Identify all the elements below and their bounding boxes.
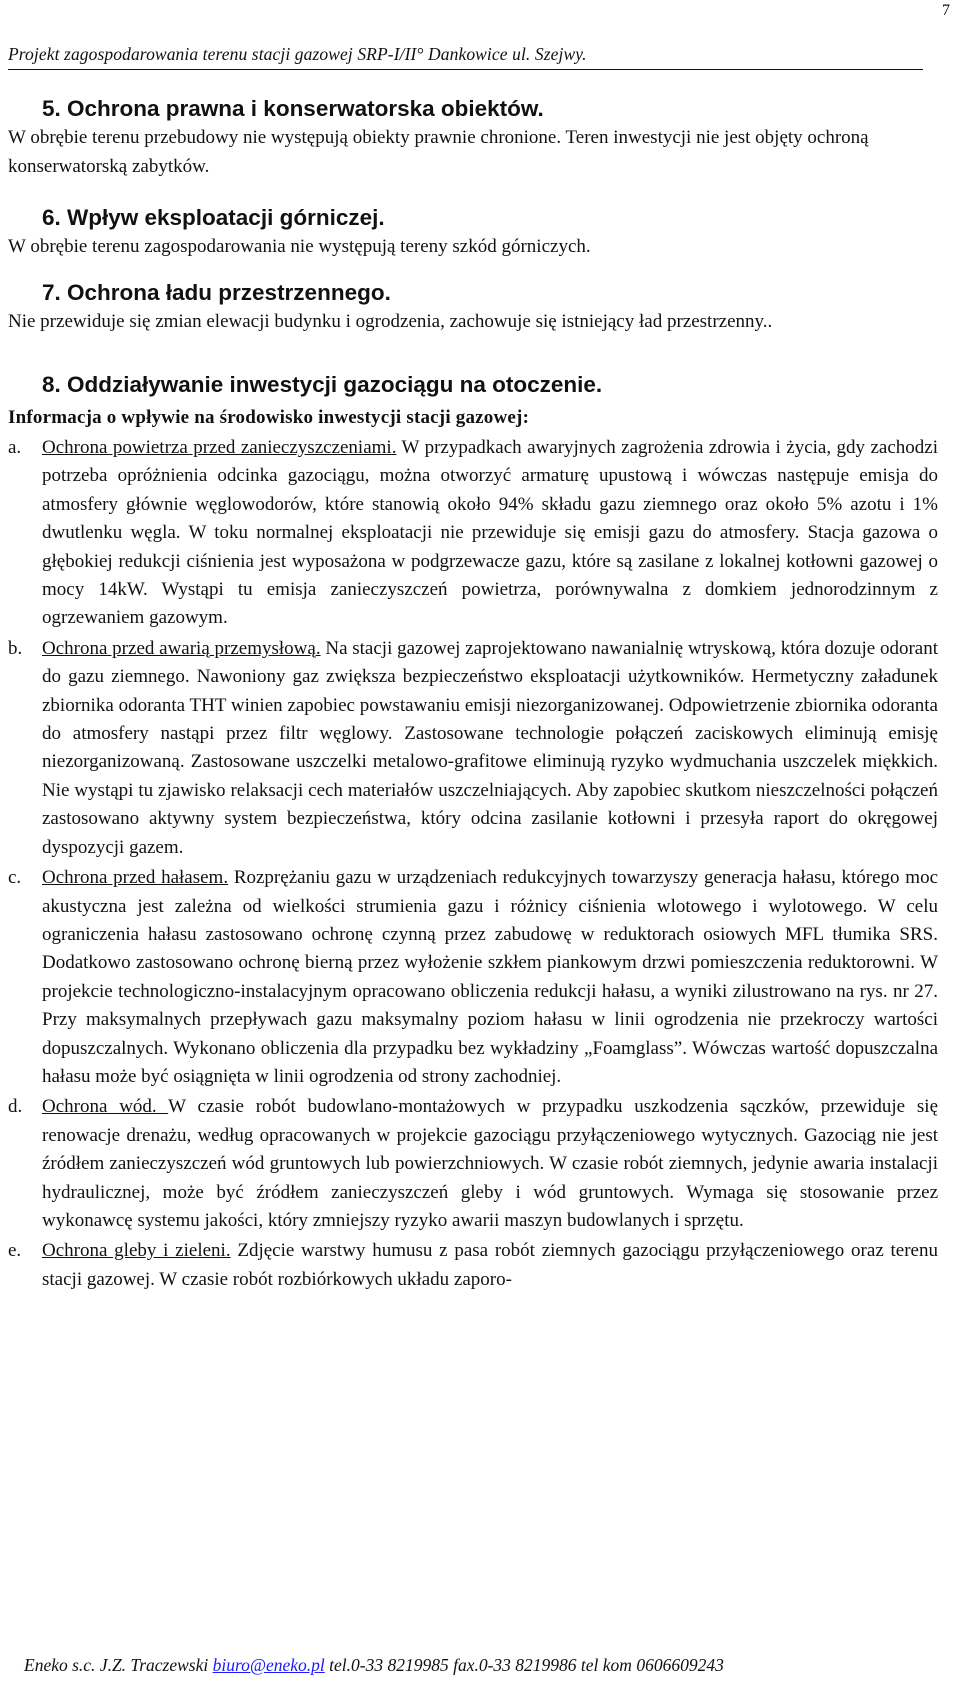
- page-footer: [24, 1655, 944, 1676]
- list-marker: d.: [8, 1096, 23, 1118]
- list-marker: e.: [8, 1240, 22, 1262]
- list-item-b: [8, 635, 950, 862]
- list-item-e: [8, 1237, 950, 1294]
- section-heading-7: 7. Ochrona ładu przestrzennego.: [42, 279, 391, 305]
- footer-company: Eneko s.c. J.Z. Traczewski: [24, 1655, 213, 1675]
- footer-email-link[interactable]: biuro@eneko.pl: [212, 1655, 325, 1675]
- list-item-text: Zdjęcie warstwy humusu z pasa robót ziemnych gazociągu przyłączeniowego oraz terenu stacji gazowej. W czasie robót rozbiórkowych układu zaporo-: [42, 1240, 938, 1290]
- list-item-text: W czasie robót budowlano-montażowych w przypadku uszkodzenia sączków, przewiduje się renowacje drenażu, według opracowanych w projekcie gazociągu przyłączeniowego wytycznych. Gazociąg nie jest źródłem zanieczyszczeń wód gruntowych lub powierzchniowych. W czasie robót ziemnych, jedynie awaria instalacji hydraulicznej, może być źródłem zanieczyszczeń gleby i wód gruntowych. Wymaga się stosowanie przez wykonawcę systemu jakości, który zmniejszy ryzyko awarii maszyn budowlanych i sprzętu.: [42, 1096, 939, 1231]
- document-body: [8, 94, 950, 1294]
- list-item-body: [42, 635, 938, 862]
- list-item-c: [8, 864, 950, 1091]
- section-text-5: W obrębie terenu przebudowy nie występują obiekty prawnie chronione. Teren inwestycji nie jest objęty ochroną konserwatorską zabytków.: [8, 127, 869, 177]
- list-item-body: [42, 1237, 938, 1294]
- section-text-6: W obrębie terenu zagospodarowania nie występują tereny szkód górniczych.: [8, 236, 591, 257]
- section-subheading-8: Informacja o wpływie na środowisko inwestycji stacji gazowej:: [8, 407, 530, 428]
- section-text-7: Nie przewiduje się zmian elewacji budynku i ogrodzenia, zachowuje się istniejący ład przestrzenny..: [8, 310, 773, 332]
- list-item-text: W przypadkach awaryjnych zagrożenia zdrowia i życia, gdy zachodzi potrzeba opróżnienia odcinka gazociągu, można otworzyć armaturę upustową i wówczas następuje emisja do atmosfery głównie węglowodorów, które stanowią około 94% składu gazu ziemnego oraz około 5% azotu i 1% dwutlenku węgla. W toku normalnej eksploatacji nie przewiduje się emisji gazu do atmosfery. Stacja gazowa o głębokiej redukcji ciśnienia jest wyposażona w podgrzewacze gazu, które są zasilane z lokalnej kotłowni gazowej o mocy 14kW. Wystąpi tu emisja zanieczyszczeń powietrza, porównywalna z domkiem jednorodzinnym z ogrzewaniem gazowym.: [42, 437, 938, 629]
- page-number: 7: [942, 2, 950, 19]
- list-item-title: Ochrona wód.: [42, 1096, 169, 1118]
- list-item-title: Ochrona przed awarią przemysłową.: [42, 637, 321, 659]
- section-heading-8: 8. Oddziaływanie inwestycji gazociągu na otoczenie.: [42, 372, 603, 397]
- list-item-d: [8, 1093, 950, 1235]
- section-heading-5: 5. Ochrona prawna i konserwatorska obiektów.: [42, 96, 544, 121]
- list-item-a: [8, 434, 950, 633]
- section-heading-6: 6. Wpływ eksploatacji górniczej.: [42, 205, 385, 230]
- list-item-title: Ochrona powietrza przed zanieczyszczeniami.: [42, 437, 397, 458]
- list-marker: c.: [8, 867, 22, 889]
- list-item-title: Ochrona gleby i zieleni.: [42, 1240, 231, 1262]
- footer-contacts: tel.0-33 8219985 fax.0-33 8219986 tel kom 0606609243: [324, 1655, 724, 1675]
- list-item-body: [42, 434, 938, 633]
- running-header: Projekt zagospodarowania terenu stacji gazowej SRP-I/II° Dankowice ul. Szejwy.: [8, 44, 923, 70]
- list-marker: b.: [8, 637, 23, 659]
- list-item-title: Ochrona przed hałasem.: [42, 867, 229, 889]
- list-item-text: Na stacji gazowej zaprojektowano nawanialnię wtryskową, która dozuje odorant do gazu ziemnego. Nawoniony gaz zwiększa bezpieczeństwo eksploatacji użytkowników. Hermetyczny załadunek zbiornika odoranta THT winien zapobiec powstawaniu emisji niezorganizowanej. Odpowietrzenie zbiornika odoranta do atmosfery nastąpi przez filtr węglowy. Zastosowane technologie połączeń zaciskowych eliminują emisję niezorganizowaną. Zastosowane uszczelki metalowo-grafitowe eliminują ryzyko wydmuchania uszczelek miękkich. Nie wystąpi tu zjawisko relaksacji cech materiałów uszczelniających. Aby zapobiec skutkom nieszczelności połączeń zastosowano aktywny system bezpieczeństwa, który odcina zasilanie kotłowni i przesyła raport do okręgowej dyspozycji gazem.: [42, 637, 938, 858]
- list-item-body: [42, 864, 938, 1091]
- list-marker: a.: [8, 437, 22, 458]
- list-item-body: [42, 1093, 938, 1235]
- list-item-text: Rozprężaniu gazu w urządzeniach redukcyjnych towarzyszy generacja hałasu, którego moc akustyczna jest zależna od wielkości strumienia gazu i różnicy ciśnienia wlotowego i wylotowego. W celu ograniczenia hałasu zastosowano ochronę czynną przez zabudowę w reduktorach osiowych MFL tłumika SRS. Dodatkowo zastosowano ochronę bierną przez wyłożenie szkłem piankowym drzwi pomieszczenia reduktorowni. W projekcie technologiczno-instalacyjnym opracowano obliczenia redukcji hałasu, a wyniki zilustrowano na rys. nr 27. Przy maksymalnych przepływach gazu maksymalny poziom hałasu w linii ogrodzenia nie przekroczy wartości dopuszczalnych. Wykonano obliczenia dla przypadku bez wykładziny „Foamglass”. Wówczas wartość dopuszczalna hałasu może być osiągnięta w linii ogrodzenia od strony zachodniej.: [42, 867, 939, 1087]
